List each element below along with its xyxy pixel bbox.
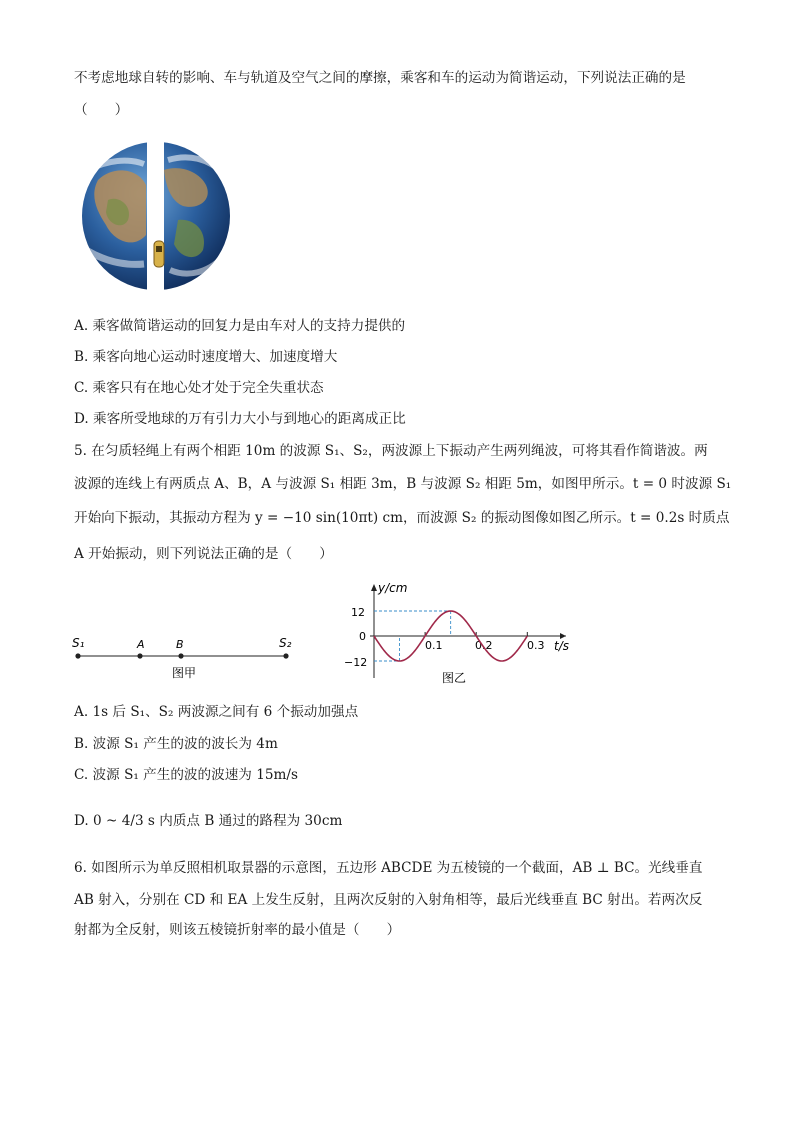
q4-stem-line-1: 不考虑地球自转的影响、车与轨道及空气之间的摩擦，乘客和车的运动为简谐运动，下列说法正确的是 bbox=[74, 70, 686, 86]
label-b: B bbox=[176, 638, 184, 651]
q5-option-a: A. 1s 后 S₁、S₂ 两波源之间有 6 个振动加强点 bbox=[74, 704, 359, 720]
tick-y-zero: 0 bbox=[359, 630, 366, 643]
y-axis-label: y/cm bbox=[378, 581, 408, 595]
x-axis-label: t/s bbox=[554, 639, 569, 653]
earth-tunnel-illustration bbox=[78, 140, 234, 292]
point-a bbox=[137, 653, 142, 658]
q4-option-a: A. 乘客做简谐运动的回复力是由车对人的支持力提供的 bbox=[74, 318, 406, 334]
tick-y-top: 12 bbox=[351, 606, 365, 619]
q5-stem-line-1: 5. 在匀质轻绳上有两个相距 10m 的波源 S₁、S₂，两波源上下振动产生两列绳波，可将其看作简谐波。两 bbox=[74, 443, 708, 459]
tick-x-3: 0.3 bbox=[527, 639, 545, 652]
label-a: A bbox=[137, 638, 145, 651]
y-axis-arrow-icon bbox=[371, 584, 377, 591]
q5-stem-line-3: 开始向下振动，其振动方程为 y = −10 sin(10πt) cm，而波源 S₂ 的振动图像如图乙所示。t = 0.2s 时质点 bbox=[74, 510, 730, 526]
point-s2 bbox=[283, 653, 288, 658]
q4-stem-line-2: （ ） bbox=[74, 102, 129, 118]
caption-jia: 图甲 bbox=[172, 666, 197, 680]
q5-stem-line-4: A 开始振动，则下列说法正确的是（ ） bbox=[74, 546, 333, 562]
caption-yi: 图乙 bbox=[442, 671, 467, 685]
q6-stem-line-3: 射都为全反射，则该五棱镜折射率的最小值是（ ） bbox=[74, 922, 401, 938]
point-s1 bbox=[75, 653, 80, 658]
figure-yi-chart bbox=[330, 578, 580, 690]
q4-option-d: D. 乘客所受地球的万有引力大小与到地心的距离成正比 bbox=[74, 411, 406, 427]
q5-option-c: C. 波源 S₁ 产生的波的波速为 15m/s bbox=[74, 767, 298, 783]
q5-option-b: B. 波源 S₁ 产生的波的波长为 4m bbox=[74, 736, 278, 752]
q6-stem-line-1: 6. 如图所示为单反照相机取景器的示意图，五边形 ABCDE 为五棱镜的一个截面，AB ⊥ BC。光线垂直 bbox=[74, 860, 703, 876]
label-s1: S₁ bbox=[72, 636, 85, 650]
q5-option-d: D. 0 ~ 4/3 s 内质点 B 通过的路程为 30cm bbox=[74, 813, 343, 829]
q5-stem-line-2: 波源的连线上有两质点 A、B，A 与波源 S₁ 相距 3m，B 与波源 S₂ 相距 5m，如图甲所示。t = 0 时波源 S₁ bbox=[74, 476, 732, 492]
tick-y-bottom: −12 bbox=[344, 656, 368, 669]
figure-jia bbox=[66, 630, 306, 686]
tick-x-1: 0.1 bbox=[425, 639, 443, 652]
label-s2: S₂ bbox=[279, 636, 292, 650]
q4-option-c: C. 乘客只有在地心处才处于完全失重状态 bbox=[74, 380, 324, 396]
earth-globe-icon bbox=[78, 140, 234, 292]
q6-stem-line-2: AB 射入，分别在 CD 和 EA 上发生反射，且两次反射的入射角相等，最后光线垂直 BC 射出。若两次反 bbox=[74, 892, 703, 908]
q4-option-b: B. 乘客向地心运动时速度增大、加速度增大 bbox=[74, 349, 338, 365]
point-b bbox=[178, 653, 183, 658]
tick-x-2: 0.2 bbox=[475, 639, 493, 652]
